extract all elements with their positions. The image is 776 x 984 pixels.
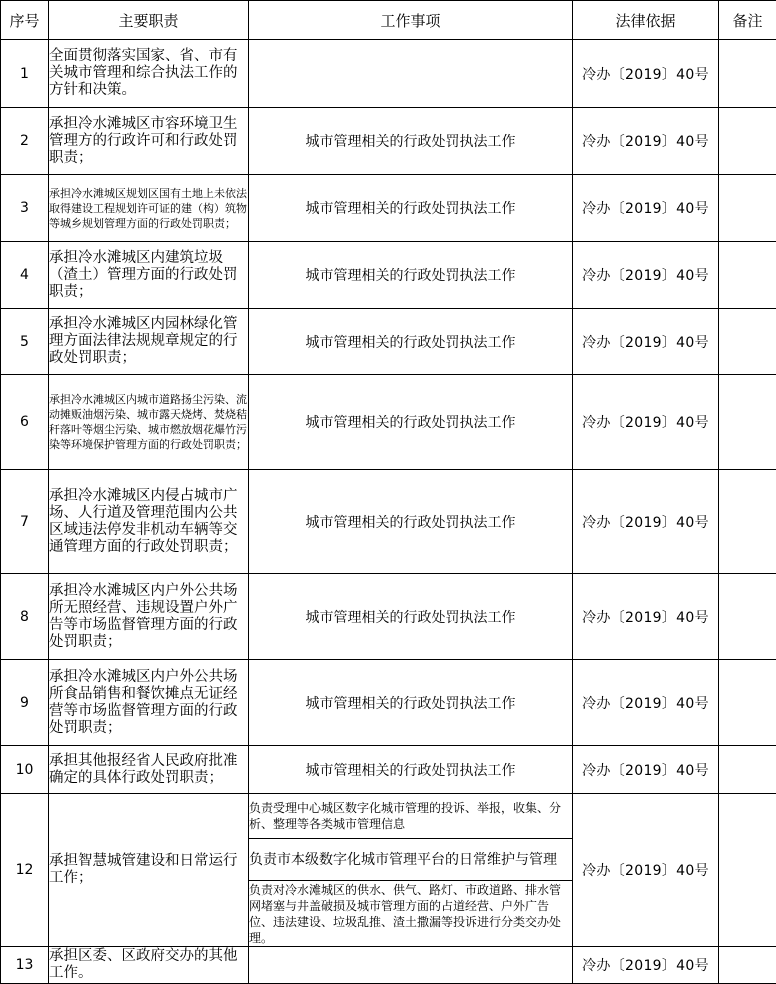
- duty-text: 全面贯彻落实国家、省、市有关城市管理和综合执法工作的方针和决策。: [49, 40, 249, 108]
- header-no: 序号: [1, 1, 49, 40]
- table-row: [1, 375, 776, 470]
- legal-basis: 冷办〔2019〕40号: [573, 470, 719, 574]
- legal-basis: 冷办〔2019〕40号: [573, 794, 719, 947]
- remark-cell: [719, 746, 776, 794]
- work-item: [249, 40, 573, 108]
- row-number: 6: [1, 375, 49, 470]
- work-item: 负责市本级数字化城市管理平台的日常维护与管理: [249, 839, 573, 881]
- row-number: 13: [1, 947, 49, 984]
- remark-cell: [719, 40, 776, 108]
- work-item: 城市管理相关的行政处罚执法工作: [249, 375, 573, 470]
- remark-cell: [719, 947, 776, 984]
- duty-text: 承担区委、区政府交办的其他工作。: [49, 947, 249, 984]
- duty-text: 承担冷水滩城区内户外公共场所食品销售和餐饮摊点无证经营等市场监督管理方面的行政处罚职责；: [49, 660, 249, 746]
- table-row: [1, 309, 776, 375]
- row-number: 2: [1, 108, 49, 175]
- work-item: 城市管理相关的行政处罚执法工作: [249, 175, 573, 242]
- duty-text: 承担其他报经省人民政府批准确定的具体行政处罚职责；: [49, 746, 249, 794]
- duty-text: 承担冷水滩城区市容环境卫生管理方的行政许可和行政处罚职责；: [49, 108, 249, 175]
- remark-cell: [719, 660, 776, 746]
- header-remark: 备注: [719, 1, 776, 40]
- work-item: 负责受理中心城区数字化城市管理的投诉、举报，收集、分析、整理等各类城市管理信息: [249, 794, 573, 839]
- duty-text: 承担智慧城管建设和日常运行工作；: [49, 794, 249, 947]
- row-number: 1: [1, 40, 49, 108]
- remark-cell: [719, 375, 776, 470]
- remark-cell: [719, 574, 776, 660]
- row-number: 7: [1, 470, 49, 574]
- row-number: 8: [1, 574, 49, 660]
- header-duty: 主要职责: [49, 1, 249, 40]
- table-row: [1, 40, 776, 108]
- table-row: [1, 108, 776, 175]
- header-item: 工作事项: [249, 1, 573, 40]
- work-item: 负责对冷水滩城区的供水、供气、路灯、市政道路、排水管网堵塞与井盖破损及城市管理方面的占道经营、户外广告位、违法建设、垃圾乱推、渣土撒漏等投诉进行分类交办处理。: [249, 881, 573, 947]
- row-number: 10: [1, 746, 49, 794]
- work-item: 城市管理相关的行政处罚执法工作: [249, 309, 573, 375]
- row-number: 12: [1, 794, 49, 947]
- work-item: 城市管理相关的行政处罚执法工作: [249, 242, 573, 309]
- header-basis: 法律依据: [573, 1, 719, 40]
- duty-text: 承担冷水滩城区内侵占城市广场、人行道及管理范围内公共区域违法停发非机动车辆等交通管理方面的行政处罚职责；: [49, 470, 249, 574]
- duty-text: 承担冷水滩城区规划区国有土地上未依法取得建设工程规划许可证的建（构）筑物等城乡规划管理方面的行政处罚职责；: [49, 175, 249, 242]
- table-row: [1, 470, 776, 574]
- legal-basis: 冷办〔2019〕40号: [573, 375, 719, 470]
- row-number: 5: [1, 309, 49, 375]
- legal-basis: 冷办〔2019〕40号: [573, 40, 719, 108]
- work-item: 城市管理相关的行政处罚执法工作: [249, 746, 573, 794]
- remark-cell: [719, 309, 776, 375]
- work-item: 城市管理相关的行政处罚执法工作: [249, 574, 573, 660]
- remark-cell: [719, 794, 776, 947]
- work-item: 城市管理相关的行政处罚执法工作: [249, 660, 573, 746]
- duty-text: 承担冷水滩城区内户外公共场所无照经营、违规设置户外广告等市场监督管理方面的行政处罚职责；: [49, 574, 249, 660]
- work-item: 城市管理相关的行政处罚执法工作: [249, 108, 573, 175]
- row-number: 9: [1, 660, 49, 746]
- table-row: [1, 746, 776, 794]
- legal-basis: 冷办〔2019〕40号: [573, 309, 719, 375]
- table-row: [1, 947, 776, 984]
- duty-text: 承担冷水滩城区内城市道路扬尘污染、流动摊贩油烟污染、城市露天烧烤、焚烧秸秆落叶等烟尘污染、城市燃放烟花爆竹污染等环境保护管理方面的行政处罚职责；: [49, 375, 249, 470]
- legal-basis: 冷办〔2019〕40号: [573, 574, 719, 660]
- remark-cell: [719, 175, 776, 242]
- duty-text: 承担冷水滩城区内建筑垃圾（渣土）管理方面的行政处罚职责；: [49, 242, 249, 309]
- table-row: [1, 574, 776, 660]
- legal-basis: 冷办〔2019〕40号: [573, 947, 719, 984]
- table-row: [1, 175, 776, 242]
- work-item: 城市管理相关的行政处罚执法工作: [249, 470, 573, 574]
- table-row: [1, 660, 776, 746]
- legal-basis: 冷办〔2019〕40号: [573, 242, 719, 309]
- duty-text: 承担冷水滩城区内园林绿化管理方面法律法规规章规定的行政处罚职责；: [49, 309, 249, 375]
- row-number: 3: [1, 175, 49, 242]
- remark-cell: [719, 470, 776, 574]
- legal-basis: 冷办〔2019〕40号: [573, 175, 719, 242]
- work-item: [249, 947, 573, 984]
- table-row: [1, 242, 776, 309]
- legal-basis: 冷办〔2019〕40号: [573, 660, 719, 746]
- legal-basis: 冷办〔2019〕40号: [573, 108, 719, 175]
- header-row: [1, 1, 776, 40]
- remark-cell: [719, 242, 776, 309]
- table-row: [1, 794, 776, 839]
- remark-cell: [719, 108, 776, 175]
- legal-basis: 冷办〔2019〕40号: [573, 746, 719, 794]
- row-number: 4: [1, 242, 49, 309]
